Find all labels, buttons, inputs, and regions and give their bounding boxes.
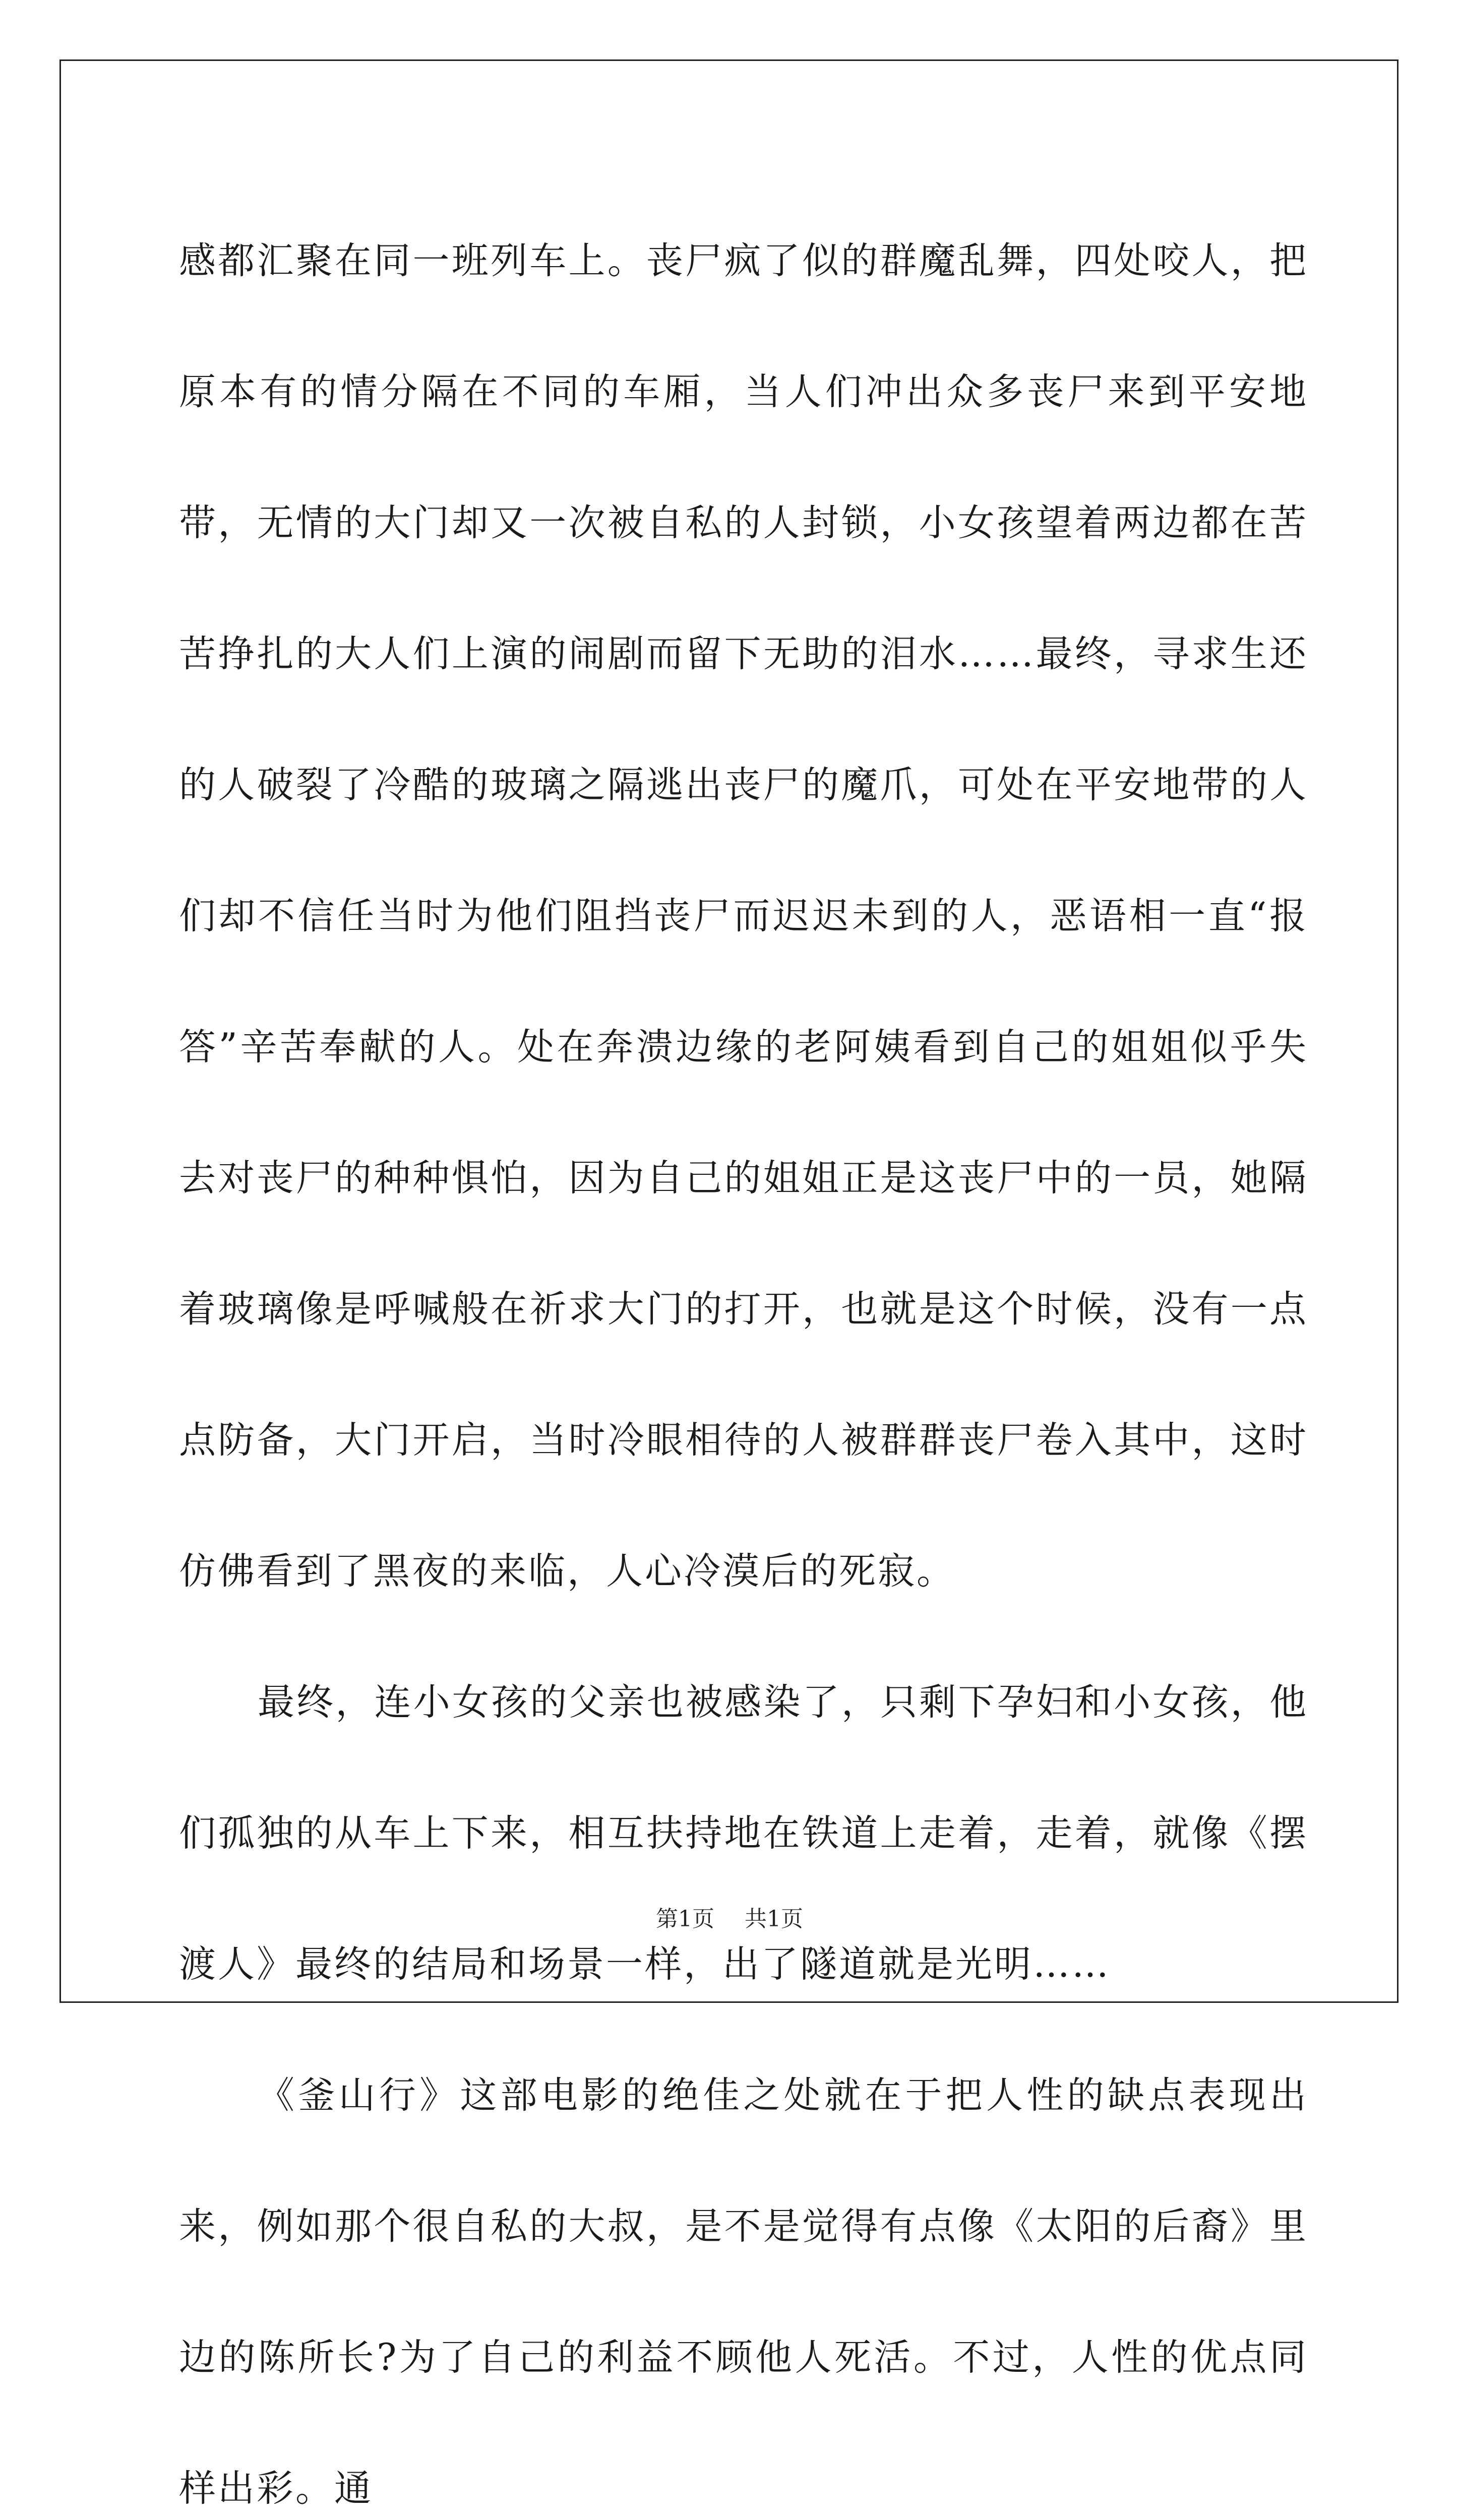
paragraph-3: 《釜山行》这部电影的绝佳之处就在于把人性的缺点表现出来，例如那个很自私的大叔，是不是觉得有点像《太阳的后裔》里边的陈所长?为了自己的利益不顾他人死活。不过，人性的优点同样出彩。通	[179, 2074, 1308, 2510]
page-total: 共1页	[745, 1906, 803, 1932]
paragraph-2: 最终，连小女孩的父亲也被感染了，只剩下孕妇和小女孩，他们孤独的从车上下来，相互扶持地在铁道上走着，走着，就像《摆渡人》最终的结局和场景一样，出了隧道就是光明……	[179, 1681, 1308, 1986]
page-number: 第1页	[656, 1906, 714, 1932]
document-body	[179, 196, 1308, 2520]
page-footer	[0, 1904, 1459, 1934]
paragraph-1: 感都汇聚在同一班列车上。丧尸疯了似的群魔乱舞，四处咬人，把原本有的情分隔在不同的车厢，当人们冲出众多丧尸来到平安地带，无情的大门却又一次被自私的人封锁，小女孩望着两边都在苦苦挣扎的大人们上演的闹剧而留下无助的泪水……最终，寻求生还的人破裂了冷酷的玻璃之隔逃出丧尸的魔爪，可处在平安地带的人们却不信任当时为他们阻挡丧尸而迟迟未到的人，恶语相一直“报答”辛苦奉献的人。处在奔溃边缘的老阿姨看到自己的姐姐似乎失去对丧尸的种种惧怕，因为自己的姐姐正是这丧尸中的一员，她隔着玻璃像是呼喊般在祈求大门的打开，也就是这个时候，没有一点点防备，大门开启，当时冷眼相待的人被群群丧尸卷入其中，这时仿佛看到了黑夜的来临，人心冷漠后的死寂。	[179, 239, 1308, 1593]
